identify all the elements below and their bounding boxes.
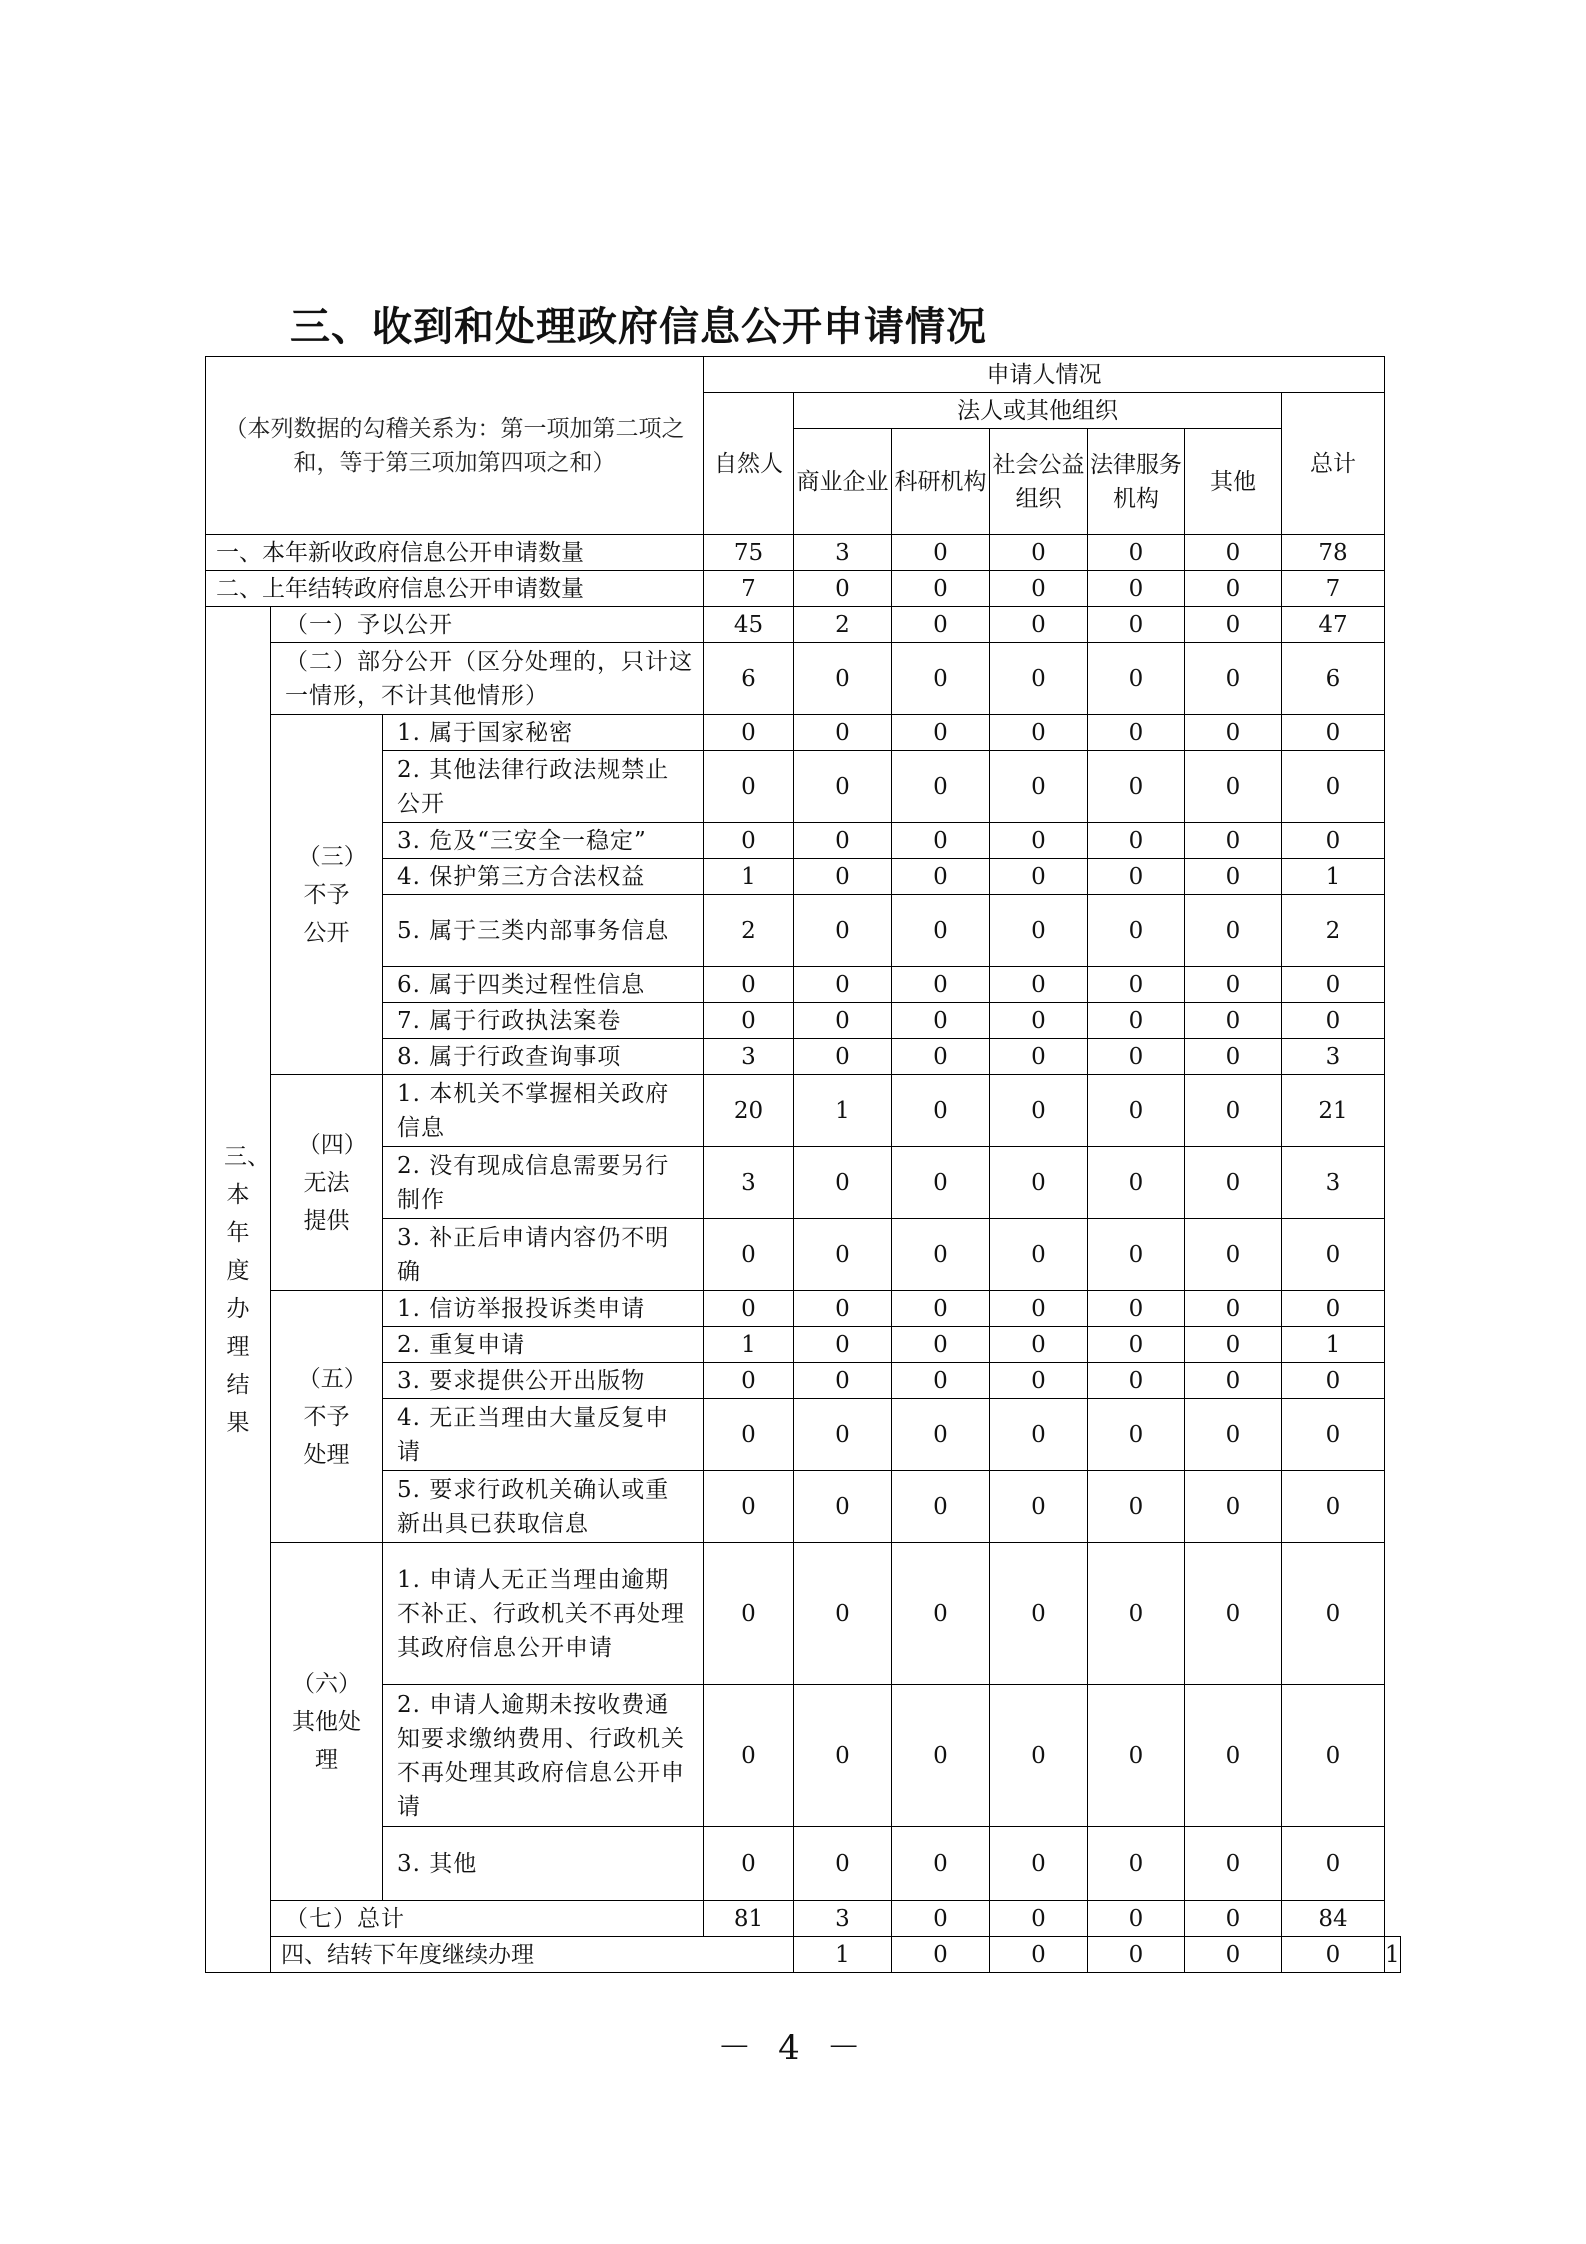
cell: 0: [990, 751, 1088, 823]
table-row: [206, 1685, 1401, 1827]
cell: 0: [990, 895, 1088, 967]
col-legal-service: 法律服务机构: [1088, 429, 1185, 535]
cell: 0: [892, 607, 990, 643]
cell: 0: [794, 1219, 892, 1291]
cell: 1: [1282, 859, 1385, 895]
cell: 0: [704, 751, 794, 823]
table-row: [206, 859, 1401, 895]
table-row: [206, 1543, 1401, 1685]
cell: 0: [1185, 1937, 1282, 1973]
cell: 1: [704, 1327, 794, 1363]
cell: 0: [892, 823, 990, 859]
cell: 6: [1282, 643, 1385, 715]
row-label: 1. 本机关不掌握相关政府信息: [383, 1075, 704, 1147]
cell: 0: [1185, 1543, 1282, 1685]
cell: 0: [892, 1827, 990, 1901]
cell: 0: [1185, 571, 1282, 607]
cell: 0: [1088, 535, 1185, 571]
table-row: [206, 1147, 1401, 1219]
group-label-3: （三）不予公开: [271, 715, 383, 1075]
cell: 1: [1282, 1327, 1385, 1363]
cell: 0: [1088, 643, 1185, 715]
row-label: 四、结转下年度继续办理: [271, 1937, 794, 1973]
cell: 0: [704, 1003, 794, 1039]
cell: 0: [1185, 859, 1282, 895]
cell: 0: [1185, 1291, 1282, 1327]
table-row: [206, 1219, 1401, 1291]
cell: 0: [1282, 1827, 1385, 1901]
table-row: [206, 895, 1401, 967]
cell: 0: [1088, 1003, 1185, 1039]
cell: 0: [1088, 1327, 1185, 1363]
cell: 0: [704, 1363, 794, 1399]
cell: 0: [1088, 1901, 1185, 1937]
cell: 0: [1185, 1827, 1282, 1901]
row-label: 2. 申请人逾期未按收费通知要求缴纳费用、行政机关不再处理其政府信息公开申请: [383, 1685, 704, 1827]
cell: 0: [794, 1003, 892, 1039]
row-label: 6. 属于四类过程性信息: [383, 967, 704, 1003]
row-label: 3. 其他: [383, 1827, 704, 1901]
table-row: [206, 967, 1401, 1003]
cell: 0: [892, 1075, 990, 1147]
cell: 0: [1185, 1685, 1282, 1827]
cell: 0: [990, 1291, 1088, 1327]
cell: 0: [1088, 1363, 1185, 1399]
table-row: [206, 1827, 1401, 1901]
cell: 0: [990, 715, 1088, 751]
cell: 2: [794, 607, 892, 643]
cell: 81: [704, 1901, 794, 1937]
cell: 0: [1282, 1363, 1385, 1399]
cell: 0: [794, 1291, 892, 1327]
cell: 0: [892, 859, 990, 895]
table-row: [206, 1327, 1401, 1363]
cell: 0: [1088, 1039, 1185, 1075]
col-other: 其他: [1185, 429, 1282, 535]
table-row: [206, 607, 1401, 643]
row-label: 4. 保护第三方合法权益: [383, 859, 704, 895]
cell: 0: [1185, 1039, 1282, 1075]
cell: 3: [794, 1901, 892, 1937]
cell: 7: [704, 571, 794, 607]
cell: 0: [704, 1291, 794, 1327]
cell: 0: [1185, 1901, 1282, 1937]
cell: 0: [1088, 1147, 1185, 1219]
header-note: （本列数据的勾稽关系为：第一项加第二项之和，等于第三项加第四项之和）: [206, 357, 704, 535]
cell: 0: [892, 1219, 990, 1291]
cell: 0: [1282, 1003, 1385, 1039]
section-three-label: 三、本年度办理结果: [206, 607, 271, 1973]
cell: 0: [1088, 1685, 1185, 1827]
cell: 0: [1088, 751, 1185, 823]
cell: 0: [892, 1685, 990, 1827]
cell: 0: [892, 1147, 990, 1219]
cell: 75: [704, 535, 794, 571]
cell: 3: [1282, 1147, 1385, 1219]
cell: 45: [704, 607, 794, 643]
cell: 2: [704, 895, 794, 967]
cell: 1: [794, 1937, 892, 1973]
cell: 0: [892, 1291, 990, 1327]
page-number: － 4 －: [717, 2028, 869, 2068]
table-row: [206, 715, 1401, 751]
row-label: 1. 属于国家秘密: [383, 715, 704, 751]
cell: 0: [704, 715, 794, 751]
cell: 2: [1282, 895, 1385, 967]
cell: 0: [704, 1827, 794, 1901]
cell: 0: [794, 715, 892, 751]
cell: 0: [704, 1685, 794, 1827]
cell: 0: [892, 643, 990, 715]
cell: 0: [1185, 1399, 1282, 1471]
cell: 0: [704, 823, 794, 859]
group-label-4: （四）无法提供: [271, 1075, 383, 1291]
row-label: 一、本年新收政府信息公开申请数量: [206, 535, 704, 571]
row-label: 2. 其他法律行政法规禁止公开: [383, 751, 704, 823]
cell: 3: [704, 1039, 794, 1075]
table-row: [206, 643, 1401, 715]
cell: 0: [1088, 1937, 1185, 1973]
header-applicant: 申请人情况: [704, 357, 1385, 393]
col-public-welfare: 社会公益组织: [990, 429, 1088, 535]
cell: 3: [794, 535, 892, 571]
cell: 0: [704, 967, 794, 1003]
row-label: 3. 危及“三安全一稳定”: [383, 823, 704, 859]
cell: 6: [704, 643, 794, 715]
cell: 0: [990, 1147, 1088, 1219]
cell: 78: [1282, 535, 1385, 571]
cell: 0: [1088, 895, 1185, 967]
cell: 0: [990, 1219, 1088, 1291]
cell: 0: [1185, 823, 1282, 859]
row-label: 7. 属于行政执法案卷: [383, 1003, 704, 1039]
statistics-table: [205, 356, 1401, 1973]
cell: 0: [892, 1327, 990, 1363]
table-row: [206, 751, 1401, 823]
cell: 0: [1185, 643, 1282, 715]
page-title: 三、收到和处理政府信息公开申请情况: [290, 304, 987, 350]
cell: 0: [892, 1363, 990, 1399]
cell: 0: [892, 535, 990, 571]
table-row: [206, 1937, 1401, 1973]
table-row: [206, 535, 1401, 571]
row-label: 3. 要求提供公开出版物: [383, 1363, 704, 1399]
table-row: [206, 1363, 1401, 1399]
cell: 0: [1088, 571, 1185, 607]
cell: 0: [990, 823, 1088, 859]
table-row: [206, 1291, 1401, 1327]
col-total: 总计: [1282, 393, 1385, 535]
cell: 0: [704, 1219, 794, 1291]
row-label: 8. 属于行政查询事项: [383, 1039, 704, 1075]
header-legal-org: 法人或其他组织: [794, 393, 1282, 429]
cell: 0: [1088, 607, 1185, 643]
cell: 21: [1282, 1075, 1385, 1147]
cell: 0: [990, 571, 1088, 607]
cell: 0: [1185, 1075, 1282, 1147]
cell: 0: [990, 643, 1088, 715]
cell: 0: [794, 1363, 892, 1399]
cell: 0: [1088, 1075, 1185, 1147]
table-row: [206, 1471, 1401, 1543]
cell: 0: [990, 1003, 1088, 1039]
row-label: 5. 属于三类内部事务信息: [383, 895, 704, 967]
cell: 0: [1185, 967, 1282, 1003]
cell: 0: [1282, 1399, 1385, 1471]
group-label-5: （五）不予处理: [271, 1291, 383, 1543]
cell: 0: [1088, 967, 1185, 1003]
cell: 0: [892, 751, 990, 823]
cell: 0: [990, 1827, 1088, 1901]
row-label: 2. 没有现成信息需要另行制作: [383, 1147, 704, 1219]
table-row: [206, 823, 1401, 859]
cell: 0: [1282, 823, 1385, 859]
row-label: （二）部分公开（区分处理的，只计这一情形，不计其他情形）: [271, 643, 704, 715]
cell: 0: [990, 1327, 1088, 1363]
cell: 3: [704, 1147, 794, 1219]
cell: 0: [1282, 1685, 1385, 1827]
cell: 0: [892, 895, 990, 967]
cell: 0: [1282, 1291, 1385, 1327]
cell: 0: [1282, 715, 1385, 751]
cell: 0: [990, 1901, 1088, 1937]
cell: 0: [990, 967, 1088, 1003]
cell: 20: [704, 1075, 794, 1147]
cell: 0: [990, 1399, 1088, 1471]
col-business: 商业企业: [794, 429, 892, 535]
cell: 0: [1088, 823, 1185, 859]
cell: 0: [1185, 1327, 1282, 1363]
cell: 0: [1282, 1471, 1385, 1543]
cell: 0: [1185, 1147, 1282, 1219]
cell: 1: [794, 1075, 892, 1147]
cell: 0: [892, 1399, 990, 1471]
cell: 47: [1282, 607, 1385, 643]
cell: 0: [892, 967, 990, 1003]
cell: 0: [1088, 715, 1185, 751]
cell: 0: [990, 535, 1088, 571]
cell: 0: [1185, 1003, 1282, 1039]
cell: 0: [1185, 607, 1282, 643]
cell: 0: [794, 1039, 892, 1075]
cell: 0: [892, 1003, 990, 1039]
cell: 0: [794, 895, 892, 967]
cell: 0: [794, 1399, 892, 1471]
cell: 0: [794, 1147, 892, 1219]
cell: 0: [794, 859, 892, 895]
cell: 0: [794, 1471, 892, 1543]
cell: 0: [990, 1471, 1088, 1543]
cell: 0: [1185, 1471, 1282, 1543]
row-label: 2. 重复申请: [383, 1327, 704, 1363]
cell: 0: [1282, 1219, 1385, 1291]
cell: 0: [1088, 1399, 1185, 1471]
cell: 7: [1282, 571, 1385, 607]
row-label: 4. 无正当理由大量反复申请: [383, 1399, 704, 1471]
cell: 0: [1185, 1219, 1282, 1291]
cell: 0: [1088, 859, 1185, 895]
cell: 0: [794, 1827, 892, 1901]
cell: 0: [990, 1543, 1088, 1685]
row-label: 3. 补正后申请内容仍不明确: [383, 1219, 704, 1291]
cell: 0: [794, 643, 892, 715]
cell: 0: [794, 751, 892, 823]
cell: 1: [704, 859, 794, 895]
cell: 0: [794, 823, 892, 859]
cell: 0: [990, 1685, 1088, 1827]
col-natural-person: 自然人: [704, 393, 794, 535]
cell: 0: [794, 967, 892, 1003]
cell: 0: [794, 1543, 892, 1685]
cell: 0: [892, 715, 990, 751]
row-label: 5. 要求行政机关确认或重新出具已获取信息: [383, 1471, 704, 1543]
cell: 0: [1282, 1937, 1385, 1973]
cell: 0: [892, 571, 990, 607]
cell: 0: [1088, 1291, 1185, 1327]
cell: 0: [892, 1901, 990, 1937]
cell: 1: [1385, 1937, 1401, 1973]
row-label: （一）予以公开: [271, 607, 704, 643]
row-label: （七）总计: [271, 1901, 704, 1937]
table-row: [206, 1399, 1401, 1471]
cell: 0: [990, 859, 1088, 895]
table-row: [206, 1003, 1401, 1039]
cell: 0: [1282, 967, 1385, 1003]
cell: 0: [1282, 751, 1385, 823]
group-label-6: （六）其他处理: [271, 1543, 383, 1901]
cell: 0: [1088, 1471, 1185, 1543]
table-row: [206, 571, 1401, 607]
row-label: 1. 申请人无正当理由逾期不补正、行政机关不再处理其政府信息公开申请: [383, 1543, 704, 1685]
cell: 0: [892, 1937, 990, 1973]
cell: 0: [1185, 1363, 1282, 1399]
cell: 0: [990, 1937, 1088, 1973]
cell: 0: [794, 1327, 892, 1363]
cell: 0: [1185, 751, 1282, 823]
cell: 0: [794, 1685, 892, 1827]
cell: 0: [1185, 535, 1282, 571]
col-research: 科研机构: [892, 429, 990, 535]
cell: 0: [990, 1075, 1088, 1147]
cell: 0: [892, 1543, 990, 1685]
cell: 0: [1282, 1543, 1385, 1685]
cell: 0: [1088, 1219, 1185, 1291]
cell: 0: [704, 1471, 794, 1543]
row-label: 1. 信访举报投诉类申请: [383, 1291, 704, 1327]
table-row: [206, 1039, 1401, 1075]
cell: 0: [1088, 1543, 1185, 1685]
cell: 0: [1088, 1827, 1185, 1901]
cell: 0: [892, 1039, 990, 1075]
cell: 0: [892, 1471, 990, 1543]
row-label: 二、上年结转政府信息公开申请数量: [206, 571, 704, 607]
cell: 0: [990, 1039, 1088, 1075]
cell: 0: [704, 1399, 794, 1471]
cell: 0: [1185, 895, 1282, 967]
cell: 3: [1282, 1039, 1385, 1075]
cell: 0: [1185, 715, 1282, 751]
cell: 0: [990, 607, 1088, 643]
table-row: [206, 1901, 1401, 1937]
table-row: [206, 1075, 1401, 1147]
cell: 84: [1282, 1901, 1385, 1937]
cell: 0: [794, 571, 892, 607]
cell: 0: [990, 1363, 1088, 1399]
cell: 0: [704, 1543, 794, 1685]
